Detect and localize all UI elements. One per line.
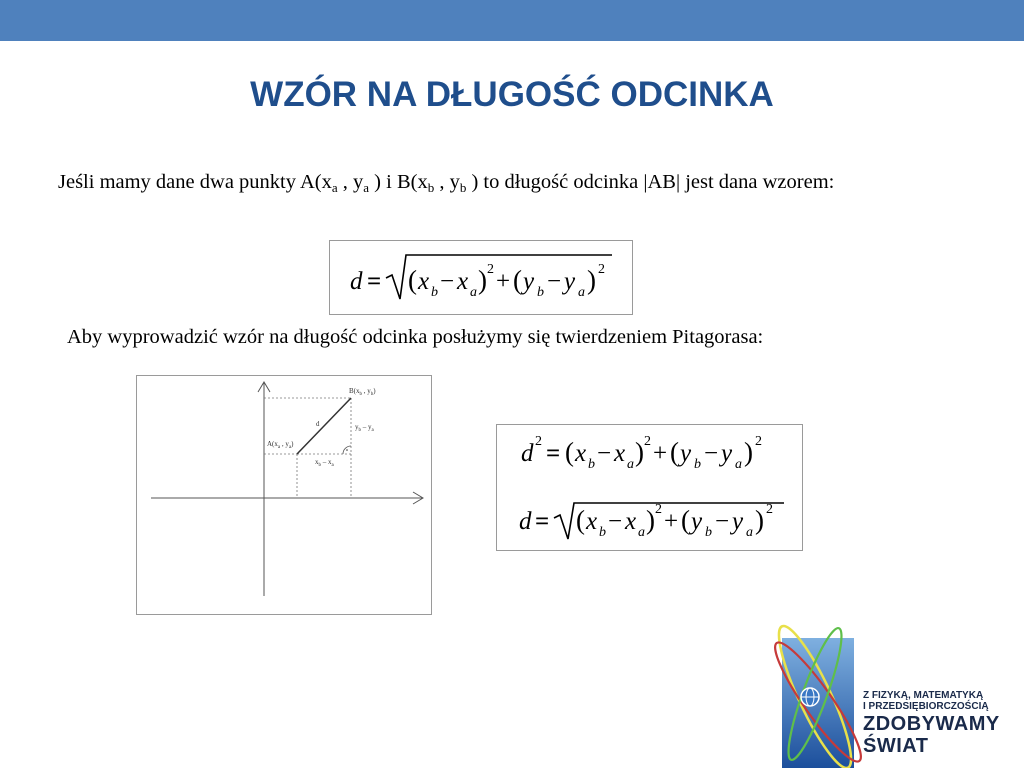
- svg-text:x: x: [418, 268, 430, 295]
- svg-text:y: y: [523, 268, 535, 295]
- svg-text:b: b: [705, 525, 712, 540]
- svg-text:a: a: [627, 457, 634, 472]
- svg-text:b: b: [599, 525, 606, 540]
- svg-text:): ): [635, 437, 644, 467]
- top-bar: [0, 0, 1024, 41]
- intro-text: Jeśli mamy dane dwa punkty $A(x_a$ , $y_a$ ) i $B(x_b$ , $y_b$ ) to długość odcinka |AB| jest dana wzorem:: [58, 171, 835, 195]
- svg-text:−: −: [608, 508, 623, 535]
- svg-text:−: −: [715, 508, 730, 535]
- svg-text:b: b: [588, 457, 595, 472]
- svg-text:y: y: [721, 440, 733, 467]
- horizontal-leg-label: $x_b - x_a$: [315, 458, 334, 468]
- pythagoras-text: Aby wyprowadzić wzór na długość odcinka posłużymy się twierdzeniem Pitagorasa:: [67, 326, 764, 348]
- svg-text:x: x: [575, 440, 587, 467]
- svg-text:(: (: [513, 265, 522, 295]
- svg-text:x: x: [586, 508, 598, 535]
- svg-text:=: =: [367, 268, 382, 295]
- svg-text:(: (: [670, 437, 679, 467]
- svg-text:x: x: [625, 508, 637, 535]
- svg-text:y: y: [564, 268, 576, 295]
- svg-text:−: −: [704, 440, 719, 467]
- svg-text:): ): [755, 505, 764, 535]
- svg-text:a: a: [578, 285, 585, 300]
- svg-text:2: 2: [755, 434, 762, 449]
- coordinate-diagram: [136, 375, 432, 615]
- svg-text:d: d: [519, 508, 532, 535]
- svg-text:(: (: [565, 437, 574, 467]
- project-logo: [770, 622, 1024, 768]
- svg-text:x: x: [457, 268, 469, 295]
- derivation-formula: [497, 425, 802, 550]
- point-b-label: $B(x_b$ , $y_b$): [349, 387, 376, 397]
- svg-text:): ): [587, 265, 596, 295]
- svg-text:d: d: [350, 268, 363, 295]
- svg-text:a: a: [735, 457, 742, 472]
- point-a-label: $A(x_a$ , $y_a$): [267, 440, 294, 450]
- svg-text:−: −: [597, 440, 612, 467]
- slide-title: WZÓR NA DŁUGOŚĆ ODCINKA: [250, 75, 774, 114]
- svg-text:(: (: [576, 505, 585, 535]
- svg-text:(: (: [681, 505, 690, 535]
- svg-text:+: +: [496, 268, 511, 295]
- svg-text:a: a: [638, 525, 645, 540]
- svg-text:y: y: [691, 508, 703, 535]
- svg-text:−: −: [440, 268, 455, 295]
- distance-formula-box: [329, 240, 633, 315]
- svg-text:b: b: [537, 285, 544, 300]
- diagram-svg: [137, 376, 431, 614]
- svg-text:y: y: [680, 440, 692, 467]
- logo-word-1: ZDOBYWAMY: [863, 713, 1000, 735]
- svg-text:2: 2: [598, 262, 605, 277]
- svg-text:=: =: [535, 508, 550, 535]
- svg-text:2: 2: [487, 262, 494, 277]
- svg-text:): ): [744, 437, 753, 467]
- svg-text:a: a: [746, 525, 753, 540]
- svg-text:y: y: [732, 508, 744, 535]
- svg-text:d: d: [521, 440, 534, 467]
- vertical-leg-label: $y_b - y_a$: [355, 423, 374, 433]
- svg-text:): ): [646, 505, 655, 535]
- distance-formula: [330, 241, 632, 314]
- logo-slogan: Z FIZYKĄ, MATEMATYKĄ I PRZEDSIĘBIORCZOŚCIĄ: [863, 690, 989, 712]
- svg-text:x: x: [614, 440, 626, 467]
- svg-text:(: (: [408, 265, 417, 295]
- svg-text:a: a: [470, 285, 477, 300]
- svg-text:2: 2: [535, 434, 542, 449]
- svg-text:b: b: [694, 457, 701, 472]
- svg-text:2: 2: [644, 434, 651, 449]
- svg-text:=: =: [546, 440, 561, 467]
- derivation-formula-box: [496, 424, 803, 551]
- svg-text:+: +: [664, 508, 679, 535]
- d-label: d: [316, 420, 320, 428]
- svg-text:2: 2: [655, 502, 662, 517]
- logo-word-2: ŚWIAT: [863, 735, 929, 757]
- svg-text:2: 2: [766, 502, 773, 517]
- segment-ab: [297, 398, 351, 454]
- svg-text:): ): [478, 265, 487, 295]
- svg-text:−: −: [547, 268, 562, 295]
- svg-text:+: +: [653, 440, 668, 467]
- svg-text:b: b: [431, 285, 438, 300]
